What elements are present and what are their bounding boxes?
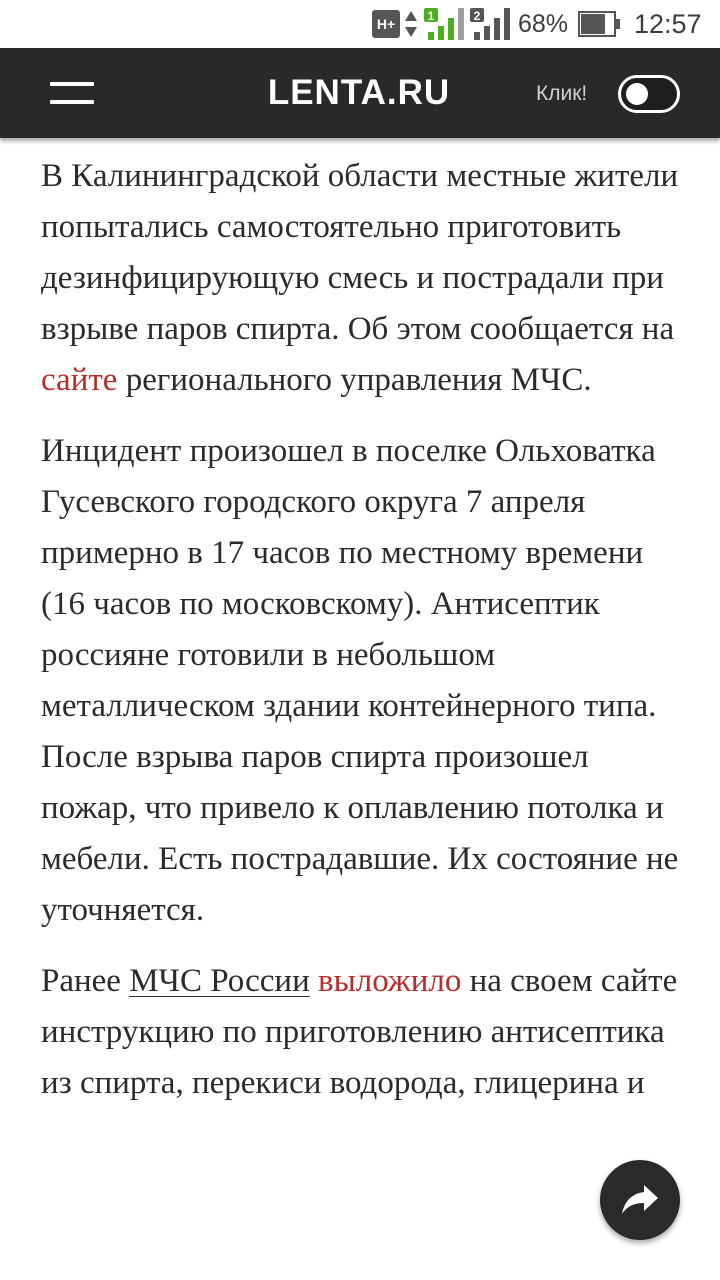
instruction-link[interactable]: выложило [318,963,462,999]
paragraph-text [310,963,318,999]
lenta-logo[interactable]: LENTA.RU [267,73,451,112]
clock: 12:57 [634,8,702,39]
share-button[interactable] [600,1160,680,1240]
source-site-link[interactable]: сайте [41,362,118,398]
network-type-badge: H+ [372,10,400,38]
app-header [0,48,720,138]
article-paragraph-1 [41,151,691,406]
status-bar [0,0,720,48]
mchs-russia-link[interactable]: МЧС России [129,963,310,999]
battery-icon [578,0,622,48]
paragraph-text: на своем сайте инструкцию по приготовлению антисептика из спирта, перекиси водорода, глицерина и [41,963,678,1101]
paragraph-text: В Калининградской области местные жители попытались самостоятельно приготовить дезинфицирующую смесь и пострадали при взрыве паров спирта. Об этом сообщается на [41,158,679,347]
signal-sim1-icon [424,0,464,48]
article-paragraph-3 [41,956,691,1109]
signal-sim2-icon [470,0,510,48]
sim2-label: 2 [473,9,481,23]
article-body [41,151,691,1129]
sim1-label: 1 [427,9,435,23]
toggle-knob [626,83,648,105]
click-label: Клик! [536,82,588,105]
battery-percent: 68% [518,9,569,38]
paragraph-text: регионального управления МЧС. [117,362,592,398]
article-paragraph-2: Инцидент произошел в поселке Ольховатка Гусевского городского округа 7 апреля примерно в 17 часов по местному времени (16 часов по московскому). Антисептик россияне готовили в небольшом металлическом здании контейнерного типа. После взрыва паров спирта произошел пожар, что привело к оплавлению потолка и мебели. Есть пострадавшие. Их состояние не уточняется. [41,433,679,928]
click-toggle[interactable] [618,75,680,113]
share-arrow-icon [620,1183,660,1217]
data-activity-icon [403,0,419,48]
hamburger-menu-icon[interactable] [44,74,100,114]
paragraph-text: Ранее [41,963,130,999]
